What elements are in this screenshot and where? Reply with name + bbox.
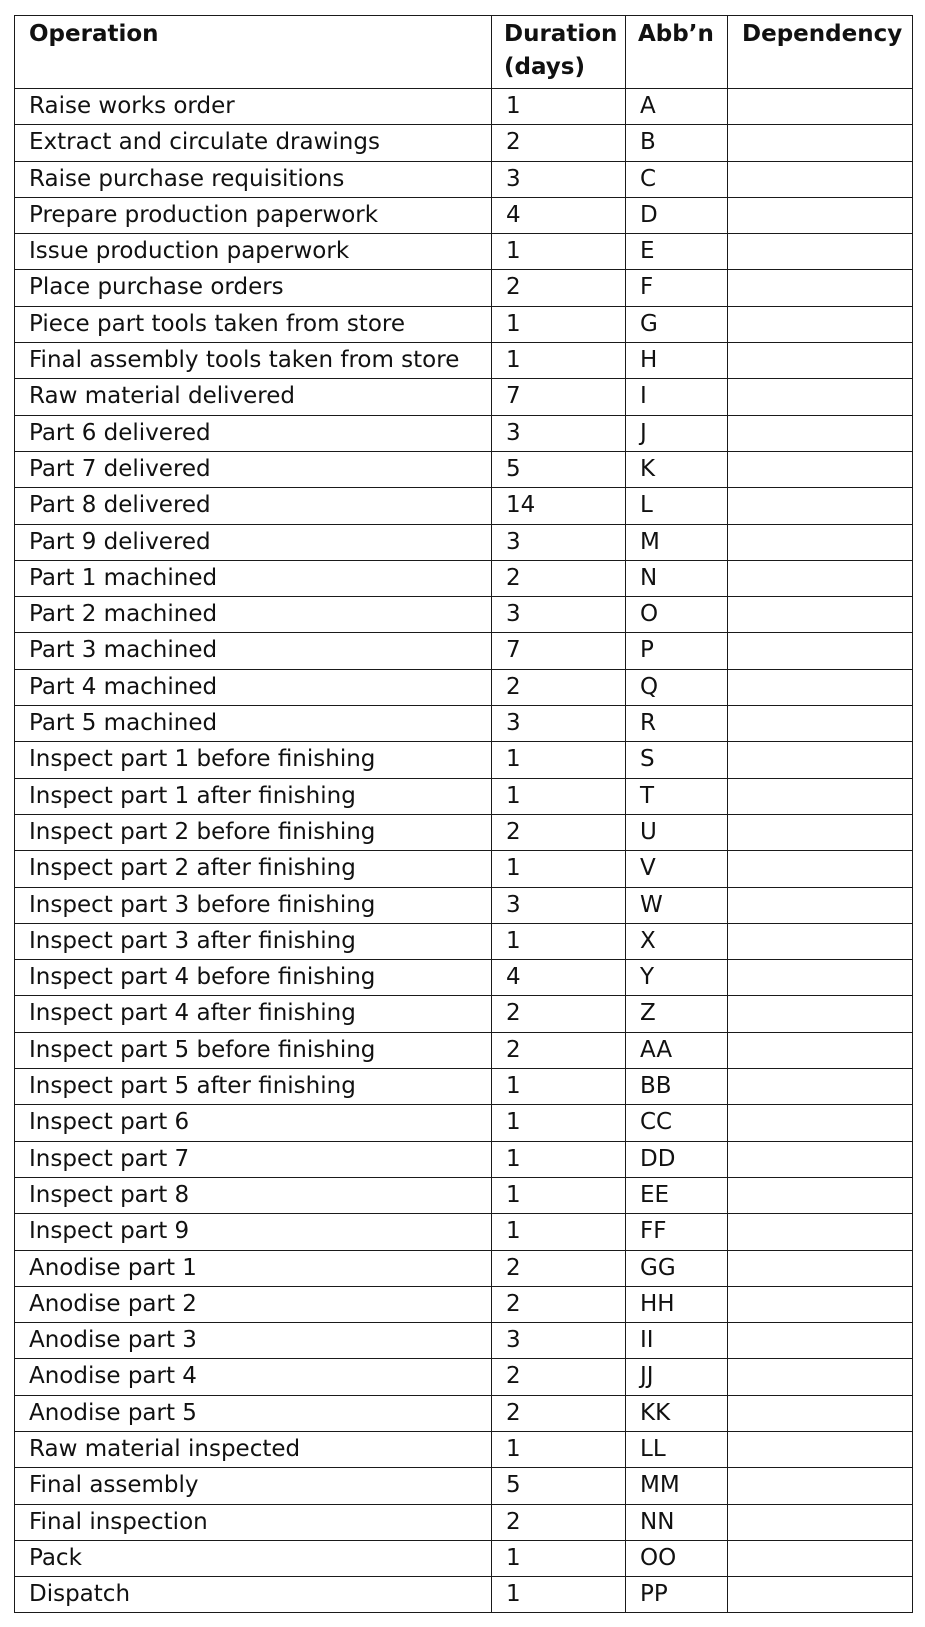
dependency-cell (728, 633, 913, 669)
abbreviation-cell: J (626, 415, 728, 451)
operation-cell: Raw material inspected (15, 1431, 492, 1467)
dependency-cell (728, 1177, 913, 1213)
duration-cell: 3 (492, 706, 626, 742)
dependency-cell (728, 851, 913, 887)
operation-cell: Inspect part 1 before finishing (15, 742, 492, 778)
table-row (15, 742, 913, 778)
abbreviation-cell: B (626, 125, 728, 161)
duration-cell: 1 (492, 1577, 626, 1613)
dependency-cell (728, 343, 913, 379)
dependency-cell (728, 887, 913, 923)
table-row (15, 996, 913, 1032)
operation-cell: Inspect part 6 (15, 1105, 492, 1141)
dependency-cell (728, 1468, 913, 1504)
operation-cell: Inspect part 2 before finishing (15, 814, 492, 850)
dependency-cell (728, 706, 913, 742)
abbreviation-cell: Z (626, 996, 728, 1032)
table-row (15, 1540, 913, 1576)
dependency-cell (728, 778, 913, 814)
dependency-cell (728, 1141, 913, 1177)
abbreviation-cell: P (626, 633, 728, 669)
operation-cell: Inspect part 9 (15, 1214, 492, 1250)
table-row (15, 1105, 913, 1141)
table-body (15, 89, 913, 1613)
table-row (15, 234, 913, 270)
abbreviation-cell: LL (626, 1431, 728, 1467)
abbreviation-cell: N (626, 560, 728, 596)
abbreviation-cell: KK (626, 1395, 728, 1431)
dependency-cell (728, 1540, 913, 1576)
operation-cell: Part 7 delivered (15, 451, 492, 487)
table-row (15, 488, 913, 524)
duration-cell: 1 (492, 234, 626, 270)
table-row (15, 270, 913, 306)
operation-cell: Inspect part 8 (15, 1177, 492, 1213)
operation-cell: Raise works order (15, 89, 492, 125)
abbreviation-cell: X (626, 923, 728, 959)
abbreviation-cell: G (626, 306, 728, 342)
duration-cell: 2 (492, 814, 626, 850)
abbreviation-cell: Y (626, 960, 728, 996)
abbreviation-cell: W (626, 887, 728, 923)
dependency-cell (728, 234, 913, 270)
abbreviation-cell: Q (626, 669, 728, 705)
table-row (15, 415, 913, 451)
operation-cell: Inspect part 4 before finishing (15, 960, 492, 996)
dependency-cell (728, 1577, 913, 1613)
operation-cell: Anodise part 4 (15, 1359, 492, 1395)
abbreviation-cell: PP (626, 1577, 728, 1613)
duration-cell: 1 (492, 1069, 626, 1105)
dependency-cell (728, 197, 913, 233)
abbreviation-cell: S (626, 742, 728, 778)
header-operation: Operation (15, 16, 492, 89)
duration-cell: 1 (492, 343, 626, 379)
dependency-cell (728, 1105, 913, 1141)
abbreviation-cell: OO (626, 1540, 728, 1576)
dependency-cell (728, 814, 913, 850)
duration-cell: 5 (492, 1468, 626, 1504)
abbreviation-cell: II (626, 1323, 728, 1359)
abbreviation-cell: JJ (626, 1359, 728, 1395)
table-header-row (15, 16, 913, 89)
table-row (15, 960, 913, 996)
dependency-cell (728, 923, 913, 959)
operation-cell: Prepare production paperwork (15, 197, 492, 233)
dependency-cell (728, 1431, 913, 1467)
operation-cell: Inspect part 2 after finishing (15, 851, 492, 887)
abbreviation-cell: MM (626, 1468, 728, 1504)
operation-cell: Inspect part 5 before finishing (15, 1032, 492, 1068)
duration-cell: 2 (492, 125, 626, 161)
duration-cell: 1 (492, 1105, 626, 1141)
duration-cell: 2 (492, 1250, 626, 1286)
duration-cell: 1 (492, 1214, 626, 1250)
table-row (15, 1577, 913, 1613)
operation-cell: Inspect part 3 before finishing (15, 887, 492, 923)
operation-cell: Part 2 machined (15, 597, 492, 633)
abbreviation-cell: C (626, 161, 728, 197)
dependency-cell (728, 270, 913, 306)
abbreviation-cell: O (626, 597, 728, 633)
operation-cell: Part 9 delivered (15, 524, 492, 560)
abbreviation-cell: AA (626, 1032, 728, 1068)
table-row (15, 524, 913, 560)
table-row (15, 1359, 913, 1395)
table-row (15, 669, 913, 705)
duration-cell: 2 (492, 560, 626, 596)
duration-cell: 1 (492, 1431, 626, 1467)
table-row (15, 560, 913, 596)
abbreviation-cell: T (626, 778, 728, 814)
operation-cell: Part 3 machined (15, 633, 492, 669)
table-row (15, 1069, 913, 1105)
dependency-cell (728, 1395, 913, 1431)
abbreviation-cell: L (626, 488, 728, 524)
operation-cell: Raise purchase requisitions (15, 161, 492, 197)
dependency-cell (728, 451, 913, 487)
table-row (15, 1323, 913, 1359)
abbreviation-cell: V (626, 851, 728, 887)
table-row (15, 923, 913, 959)
dependency-cell (728, 89, 913, 125)
operation-cell: Part 4 machined (15, 669, 492, 705)
duration-cell: 1 (492, 778, 626, 814)
duration-cell: 3 (492, 524, 626, 560)
table-row (15, 778, 913, 814)
table-row (15, 306, 913, 342)
dependency-cell (728, 161, 913, 197)
dependency-cell (728, 1359, 913, 1395)
abbreviation-cell: GG (626, 1250, 728, 1286)
abbreviation-cell: K (626, 451, 728, 487)
duration-cell: 3 (492, 597, 626, 633)
dependency-cell (728, 1032, 913, 1068)
operation-cell: Final assembly (15, 1468, 492, 1504)
duration-cell: 2 (492, 270, 626, 306)
dependency-cell (728, 669, 913, 705)
dependency-cell (728, 742, 913, 778)
duration-cell: 1 (492, 1141, 626, 1177)
table-row (15, 89, 913, 125)
operation-cell: Part 8 delivered (15, 488, 492, 524)
operation-cell: Pack (15, 1540, 492, 1576)
dependency-cell (728, 306, 913, 342)
table-row (15, 1250, 913, 1286)
table-row (15, 161, 913, 197)
abbreviation-cell: DD (626, 1141, 728, 1177)
dependency-cell (728, 1323, 913, 1359)
duration-cell: 1 (492, 742, 626, 778)
table-row (15, 1177, 913, 1213)
table-row (15, 197, 913, 233)
abbreviation-cell: CC (626, 1105, 728, 1141)
duration-cell: 3 (492, 887, 626, 923)
abbreviation-cell: A (626, 89, 728, 125)
operation-cell: Anodise part 1 (15, 1250, 492, 1286)
duration-cell: 4 (492, 197, 626, 233)
header-dependency: Dependency (728, 16, 913, 89)
duration-cell: 2 (492, 669, 626, 705)
abbreviation-cell: M (626, 524, 728, 560)
dependency-cell (728, 996, 913, 1032)
abbreviation-cell: E (626, 234, 728, 270)
duration-cell: 2 (492, 1504, 626, 1540)
operation-cell: Anodise part 3 (15, 1323, 492, 1359)
abbreviation-cell: HH (626, 1286, 728, 1322)
operation-cell: Extract and circulate drawings (15, 125, 492, 161)
dependency-cell (728, 1069, 913, 1105)
abbreviation-cell: F (626, 270, 728, 306)
duration-cell: 5 (492, 451, 626, 487)
duration-cell: 2 (492, 1286, 626, 1322)
operation-cell: Anodise part 2 (15, 1286, 492, 1322)
duration-cell: 7 (492, 633, 626, 669)
operation-cell: Anodise part 5 (15, 1395, 492, 1431)
operation-cell: Inspect part 5 after finishing (15, 1069, 492, 1105)
table-row (15, 451, 913, 487)
dependency-cell (728, 960, 913, 996)
duration-cell: 2 (492, 1032, 626, 1068)
table-row (15, 1504, 913, 1540)
abbreviation-cell: R (626, 706, 728, 742)
duration-cell: 14 (492, 488, 626, 524)
dependency-cell (728, 488, 913, 524)
abbreviation-cell: H (626, 343, 728, 379)
header-duration-line2: (days) (504, 54, 585, 80)
operation-cell: Part 5 machined (15, 706, 492, 742)
abbreviation-cell: I (626, 379, 728, 415)
abbreviation-cell: BB (626, 1069, 728, 1105)
duration-cell: 7 (492, 379, 626, 415)
operation-cell: Piece part tools taken from store (15, 306, 492, 342)
table-row (15, 1468, 913, 1504)
duration-cell: 3 (492, 161, 626, 197)
table-row (15, 379, 913, 415)
dependency-cell (728, 415, 913, 451)
abbreviation-cell: NN (626, 1504, 728, 1540)
table-row (15, 1214, 913, 1250)
duration-cell: 3 (492, 1323, 626, 1359)
duration-cell: 2 (492, 1359, 626, 1395)
operation-cell: Part 6 delivered (15, 415, 492, 451)
dependency-cell (728, 560, 913, 596)
operation-cell: Raw material delivered (15, 379, 492, 415)
table-row (15, 1286, 913, 1322)
table-row (15, 1395, 913, 1431)
header-abbreviation: Abb’n (626, 16, 728, 89)
operation-cell: Dispatch (15, 1577, 492, 1613)
duration-cell: 1 (492, 851, 626, 887)
header-duration-line1: Duration (504, 21, 618, 47)
dependency-cell (728, 1504, 913, 1540)
duration-cell: 3 (492, 415, 626, 451)
table-row (15, 1431, 913, 1467)
operation-cell: Inspect part 1 after finishing (15, 778, 492, 814)
dependency-cell (728, 524, 913, 560)
table-row (15, 706, 913, 742)
duration-cell: 1 (492, 89, 626, 125)
duration-cell: 1 (492, 306, 626, 342)
abbreviation-cell: EE (626, 1177, 728, 1213)
duration-cell: 4 (492, 960, 626, 996)
table-row (15, 887, 913, 923)
operation-cell: Final assembly tools taken from store (15, 343, 492, 379)
operation-cell: Place purchase orders (15, 270, 492, 306)
dependency-cell (728, 1250, 913, 1286)
table-row (15, 851, 913, 887)
operation-cell: Inspect part 7 (15, 1141, 492, 1177)
abbreviation-cell: U (626, 814, 728, 850)
duration-cell: 2 (492, 996, 626, 1032)
table-row (15, 633, 913, 669)
operation-cell: Issue production paperwork (15, 234, 492, 270)
dependency-cell (728, 379, 913, 415)
table-row (15, 125, 913, 161)
table-row (15, 343, 913, 379)
duration-cell: 1 (492, 923, 626, 959)
operations-table (14, 15, 913, 1613)
table-row (15, 597, 913, 633)
abbreviation-cell: FF (626, 1214, 728, 1250)
operation-cell: Final inspection (15, 1504, 492, 1540)
duration-cell: 1 (492, 1177, 626, 1213)
table-row (15, 814, 913, 850)
duration-cell: 2 (492, 1395, 626, 1431)
header-duration (492, 16, 626, 89)
dependency-cell (728, 1286, 913, 1322)
operation-cell: Part 1 machined (15, 560, 492, 596)
abbreviation-cell: D (626, 197, 728, 233)
dependency-cell (728, 597, 913, 633)
duration-cell: 1 (492, 1540, 626, 1576)
table-row (15, 1141, 913, 1177)
dependency-cell (728, 125, 913, 161)
dependency-cell (728, 1214, 913, 1250)
operation-cell: Inspect part 3 after finishing (15, 923, 492, 959)
operation-cell: Inspect part 4 after finishing (15, 996, 492, 1032)
table-row (15, 1032, 913, 1068)
